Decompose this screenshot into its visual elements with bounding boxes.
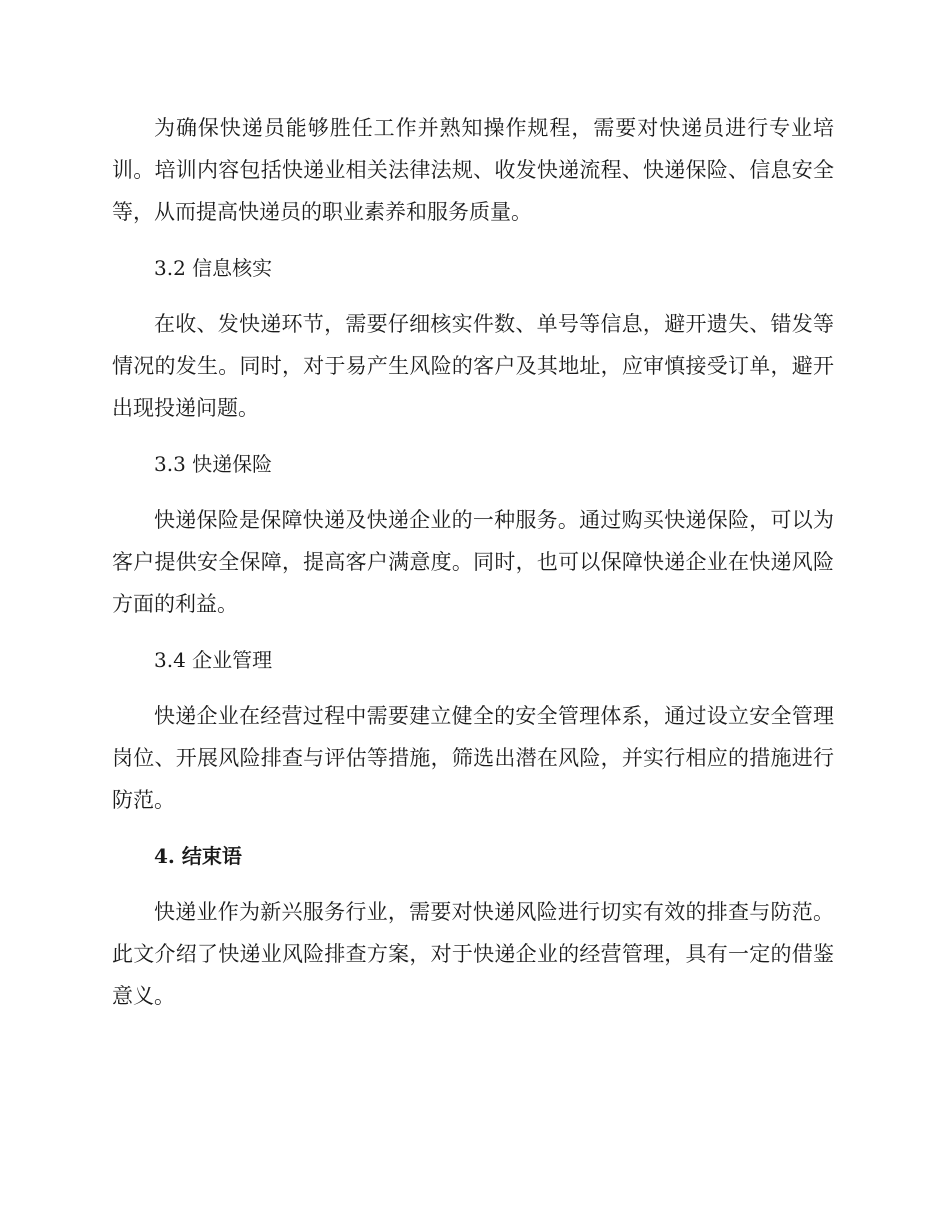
- paragraph-conclusion: 快递业作为新兴服务行业，需要对快递风险进行切实有效的排查与防范。此文介绍了快递业风险排查方案，对于快递企业的经营管理，具有一定的借鉴意义。: [112, 900, 834, 1008]
- section-heading-3-3: 3.3 快递保险: [154, 452, 273, 476]
- paragraph-training: 为确保快递员能够胜任工作并熟知操作规程，需要对快递员进行专业培训。培训内容包括快递业相关法律法规、收发快递流程、快递保险、信息安全等，从而提高快递员的职业素养和服务质量。: [112, 116, 834, 224]
- section-heading-conclusion: 4. 结束语: [154, 844, 242, 868]
- paragraph-info-verification: 在收、发快递环节，需要仔细核实件数、单号等信息，避开遗失、错发等情况的发生。同时，对于易产生风险的客户及其地址，应审慎接受订单，避开出现投递问题。: [112, 312, 834, 420]
- paragraph-express-insurance: 快递保险是保障快递及快递企业的一种服务。通过购买快递保险，可以为客户提供安全保障，提高客户满意度。同时，也可以保障快递企业在快递风险方面的利益。: [112, 508, 834, 616]
- section-heading-3-2: 3.2 信息核实: [154, 256, 273, 280]
- document-page: [112, 107, 834, 1017]
- section-heading-3-4: 3.4 企业管理: [154, 648, 273, 672]
- paragraph-enterprise-management: 快递企业在经营过程中需要建立健全的安全管理体系，通过设立安全管理岗位、开展风险排查与评估等措施，筛选出潜在风险，并实行相应的措施进行防范。: [112, 704, 834, 812]
